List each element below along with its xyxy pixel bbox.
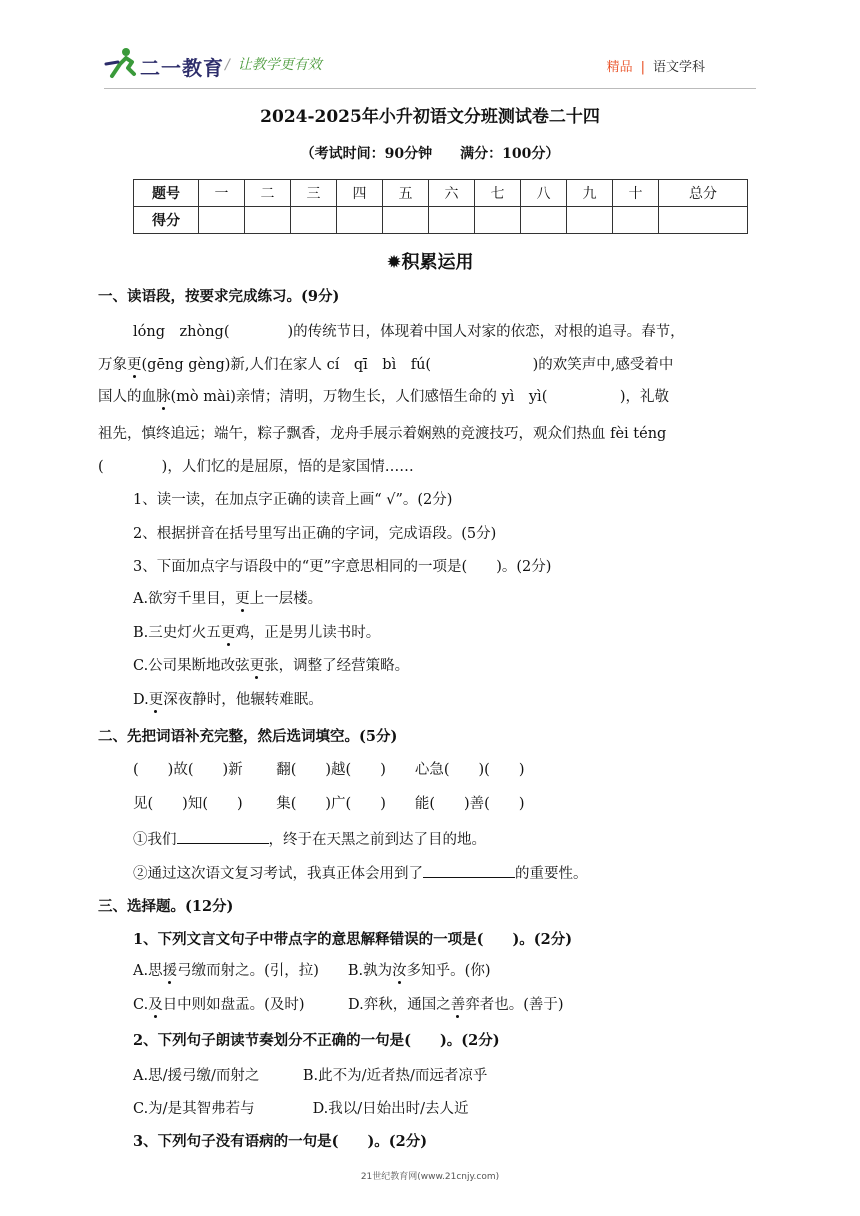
page-footer: 21世纪教育网(www.21cnjy.com) — [360, 1172, 500, 1182]
subject-tag: 语文学科 — [652, 60, 705, 75]
score-cell — [659, 207, 748, 234]
score-table-score-row — [134, 207, 748, 234]
quality-tag: 精品 — [606, 60, 633, 75]
dotted-char: 汝 — [392, 963, 407, 979]
score-cell — [613, 207, 659, 234]
answer-blank[interactable] — [177, 828, 269, 844]
score-cell — [245, 207, 291, 234]
q1-passage-line3: 国人的血脉(mò mài)亲情；清明，万物生长，人们感悟生命的 yì yì( )，礼敬 — [98, 389, 670, 405]
score-cell — [383, 207, 429, 234]
logo-text: 二一教育 — [140, 56, 224, 80]
q1-passage-line2: 万象更(gēng gèng)新,人们在家人 cí qī bì fú( )的欢笑声中,感受着中 — [98, 357, 674, 373]
q3-title: 三、选择题。(12分) — [98, 898, 234, 915]
score-col-4: 四 — [337, 180, 383, 207]
q1-sub3: 3、下面加点字与语段中的“更”字意思相同的一项是( )。(2分) — [133, 559, 552, 575]
section-title: ✹积累运用 — [386, 252, 474, 273]
q1-sub2: 2、根据拼音在括号里写出正确的字词，完成语段。(5分) — [133, 526, 497, 542]
q1-option-b: B.三史灯火五更鸡，正是男儿读书时。 — [133, 625, 381, 641]
q1-passage-line4: 祖先，慎终追远；端午，粽子飘香，龙舟手展示着娴熟的竞渡技巧，观众们热血 fèi téng — [98, 426, 667, 442]
score-cell — [291, 207, 337, 234]
q2-title: 二、先把词语补充完整，然后选词填空。(5分) — [98, 728, 398, 745]
q2-fill2: ②通过这次语文复习考试，我真正体会用到了 的重要性。 — [133, 862, 588, 884]
tag-separator: | — [640, 60, 645, 75]
exam-title: 2024-2025年小升初语文分班测试卷二十四 — [260, 107, 600, 127]
dotted-char: 更 — [127, 357, 142, 373]
q1-option-d: D.更深夜静时，他辗转难眠。 — [133, 692, 323, 708]
score-cell — [521, 207, 567, 234]
q3-sub1: 1、下列文言文句子中带点字的意思解释错误的一项是( )。(2分) — [133, 931, 573, 948]
q2-words-row2: 见( )知( ) 集( )广( ) 能( )善( ) — [133, 796, 525, 812]
score-table-row2-label: 得分 — [134, 207, 199, 234]
q3-sub2-options-ab: A.思/援弓缴/而射之 B.此不为/近者热/而远者凉乎 — [133, 1068, 488, 1084]
slogan-separator: / — [225, 57, 230, 73]
q3-sub2-options-cd: C.为/是其智弗若与 D.我以/日始出时/去人近 — [133, 1101, 469, 1117]
header-divider — [104, 88, 756, 89]
score-table — [133, 179, 748, 234]
slogan — [225, 54, 322, 74]
score-table-header-row — [134, 180, 748, 207]
score-col-6: 六 — [429, 180, 475, 207]
dotted-char: 及 — [148, 997, 163, 1013]
dotted-char: 善 — [450, 997, 466, 1013]
score-col-8: 八 — [521, 180, 567, 207]
q1-option-a: A.欲穷千里目，更上一层楼。 — [133, 591, 323, 607]
score-table-row1-label: 题号 — [134, 180, 199, 207]
score-col-total: 总分 — [659, 180, 748, 207]
score-col-5: 五 — [383, 180, 429, 207]
q3-sub1-options-ab: A.思援弓缴而射之。(引，拉) B.孰为汝多知乎。(你) — [133, 963, 491, 979]
q2-words-row1: ( )故( )新 翻( )越( ) 心急( )( ) — [133, 762, 525, 778]
score-cell — [199, 207, 245, 234]
q3-sub1-options-cd: C.及日中则如盘盂。(及时) D.弈秋，通国之善弈者也。(善于) — [133, 997, 564, 1013]
answer-blank[interactable] — [423, 862, 515, 878]
q1-passage-line5: ( )，人们忆的是屈原，悟的是家国情…… — [98, 459, 414, 475]
score-col-2: 二 — [245, 180, 291, 207]
score-col-1: 一 — [199, 180, 245, 207]
dotted-char: 更 — [220, 625, 236, 641]
dotted-char: 援 — [162, 963, 178, 979]
page-header — [0, 0, 860, 90]
dotted-char: 更 — [249, 658, 265, 674]
dotted-char: 更 — [235, 591, 250, 607]
exam-subtitle: （考试时间：90分钟 满分：100分） — [300, 146, 560, 162]
q1-option-c: C.公司果断地改弦更张，调整了经营策略。 — [133, 658, 410, 674]
dotted-char: 更 — [148, 692, 164, 708]
score-col-10: 十 — [613, 180, 659, 207]
slogan-text: 让教学更有效 — [237, 57, 322, 73]
score-cell — [429, 207, 475, 234]
header-tag — [607, 56, 705, 75]
score-cell — [567, 207, 613, 234]
q3-sub2: 2、下列句子朗读节奏划分不正确的一句是( )。(2分) — [133, 1032, 500, 1049]
q1-title: 一、读语段，按要求完成练习。(9分) — [98, 288, 340, 305]
score-cell — [475, 207, 521, 234]
score-cell — [337, 207, 383, 234]
score-col-9: 九 — [567, 180, 613, 207]
runner-icon — [104, 46, 140, 80]
score-col-3: 三 — [291, 180, 337, 207]
brand-logo — [104, 46, 224, 82]
q1-passage-line1: lóng zhòng( )的传统节日，体现着中国人对家的依恋，对根的追寻。春节， — [133, 324, 685, 340]
q2-fill1: ①我们 ，终于在天黑之前到达了目的地。 — [133, 828, 486, 850]
q3-sub3: 3、下列句子没有语病的一句是( )。(2分) — [133, 1133, 428, 1150]
dotted-char: 脉 — [156, 389, 171, 405]
score-col-7: 七 — [475, 180, 521, 207]
q1-sub1: 1、读一读，在加点字正确的读音上画“ √”。(2分) — [133, 492, 453, 508]
